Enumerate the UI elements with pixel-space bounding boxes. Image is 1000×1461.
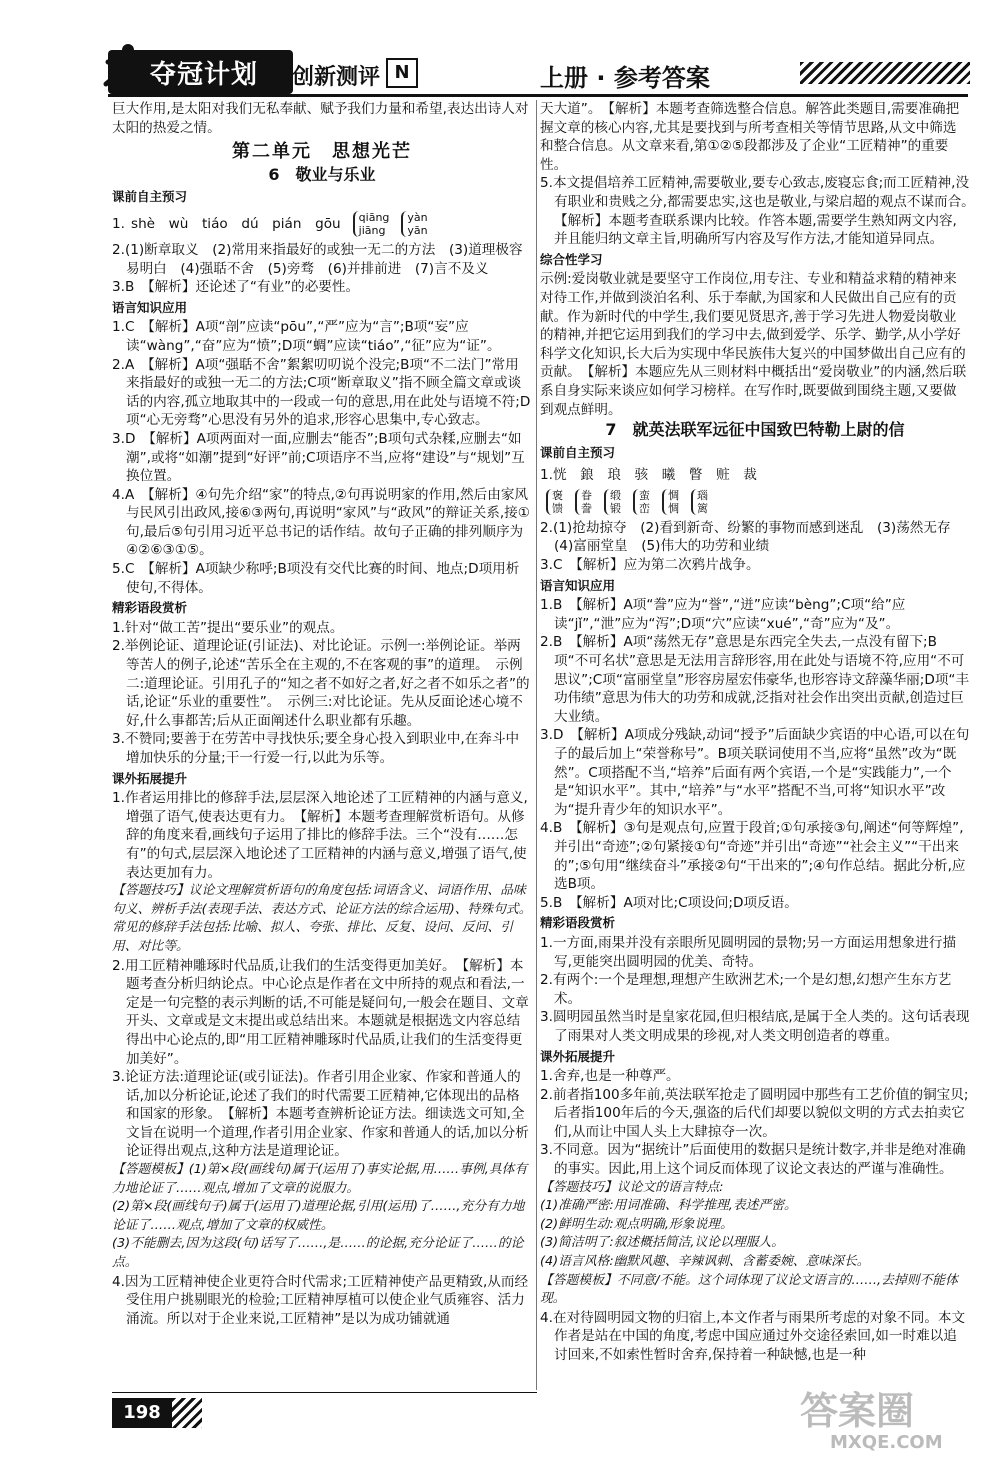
character-list: 1.恍 鋃 琅 骇 曦 瞥 赃 裁	[540, 467, 757, 484]
answer-item: 3.圆明园虽然当时是皇家花园,但归根结底,是属于全人类的。这句话表现了雨果对人类文明成果的珍视,对人类文明创造者的尊重。	[540, 1009, 970, 1044]
answer-item: 4.A 【解析】④句先介绍“家”的特点,②句再说明家的作用,然后由家风与民风引出政风,接⑥③两句,再说明“家风”与“政风”的辩证关系,接①句,最后⑤句引用习近平总书记的话作结。故句子正确的排列顺序为④②⑥③①⑤。	[112, 486, 530, 559]
answer-item: 3.B 【解析】还论述了“有业”的必要性。	[112, 279, 360, 296]
answer-item: 4.在对待圆明园文物的归宿上,本文作者与雨果所考虑的对象不同。本文作者是站在中国的角度,考虑中国应通过外交途径索回,如一时难以追讨回来,不如索性暂时舍弃,保持着一种缺憾,也是一种	[540, 1309, 966, 1363]
char-item: 惆	[668, 488, 679, 502]
pinyin-item: jiāng	[358, 223, 386, 237]
char-brace	[604, 489, 621, 515]
answer-item: 1.C 【解析】A项“剖”应读“pōu”,“严”应为“言”;B项“妄”应读“wàng”,“奋”应为“愤”;D项“蜩”应读“tiáo”,“征”应为“证”。	[112, 319, 501, 354]
unit-heading: 第二单元 思想光芒	[232, 141, 412, 163]
answer-item: 示例:爱岗敬业就是要坚守工作岗位,用专注、专业和精益求精的精神来对待工作,并做到淡泊名利、乐于奉献,为国家和人民做出自己应有的贡献。作为新时代的中学生,我们要见贤思齐,善于学习先进人物爱岗敬业的精神,并把它运用到我们的学习中去,做到爱学、乐学、勤学,从小学好科学文化知识,长大后为实现中华民族伟大复兴的中国梦做出自己应有的贡献。 【解析】本题应先从三则材料中概括出“爱岗敬业”的内涵,然后联系自身实际来谈应如何学习榜样。在写作时,既要做到围绕主题,又要做到观点鲜明。	[540, 271, 967, 418]
char-item: 锻	[610, 501, 621, 515]
question-number: 1.	[112, 215, 125, 232]
answer-item: 1.针对“做工苦”提出“要乐业”的观点。	[112, 619, 344, 636]
pinyin-item: yān	[407, 223, 428, 237]
char-item: 褒	[552, 488, 563, 502]
char-brace	[691, 489, 708, 515]
answer-item: 5.C 【解析】A项缺少称呼;B项没有交代比赛的时间、地点;D项用析使句,不得体。	[112, 561, 520, 596]
header-rule	[108, 94, 968, 97]
char-item: 瑙	[697, 488, 708, 502]
character-braces	[540, 489, 970, 515]
lesson-heading: 7 就英法联军远征中国致巴特勒上尉的信	[605, 420, 905, 440]
answer-template: 【答题模板】(1)第×段(画线句)属于(运用了)事实论据,用……事例,具体有力地论证了……观点,增加了文章的说服力。	[112, 1162, 528, 1196]
watermark-url: MXQE.COM	[830, 1432, 943, 1453]
answer-item: 3.论证方法:道理论证(或引证法)。作者引用企业家、作家和普通人的话,加以分析论证,论述了我们的时代需要工匠精神,它体现出的品格和国家的形象。 【解析】本题考查辨析论证方法。细读选文可知,全文旨在说明一个道理,作者引用企业家、作家和普通人的话,加以分析论证得出观点,这种方法是道理论证。	[112, 1069, 529, 1160]
column-divider	[536, 100, 537, 1390]
char-item: 篱	[697, 501, 708, 515]
char-item: 峦	[639, 501, 650, 515]
page-number: 198	[112, 1398, 172, 1428]
answer-continuation: 天大道”。 【解析】本题考查筛选整合信息。解答此类题目,需要准确把握文章的核心内容,尤其是要找到与所考查相关等情节思路,从文中筛选和整合信息。从文章来看,第①②⑤段都涉及了企业“工匠精神”的重要性。	[540, 101, 960, 173]
answer-item: 5.B 【解析】A项对比;C项设问;D项反语。	[540, 894, 798, 911]
answer-template: (3)不能删去,因为这段(句)话写了……,是……的论据,充分论证了……的论点。	[112, 1236, 524, 1271]
answer-item: 3.不同意。因为“据统计”后面使用的数据只是统计数字,并非是绝对准确的事实。因此,用上这个词反而体现了议论文表达的严谨与准确性。	[540, 1142, 966, 1178]
answer-tip: (3)简洁明了:叙述概括简洁,议论以理服人。	[540, 1235, 785, 1251]
pinyin-list: shè wù tiáo dú pián gōu	[130, 215, 341, 232]
answer-item: 1.一方面,雨果并没有亲眼所见圆明园的景物;另一方面运用想象进行描写,更能突出圆明园的优美、奇特。	[540, 934, 957, 970]
char-brace	[546, 489, 563, 515]
footer-rule	[112, 1392, 537, 1393]
answer-item: 3.D 【解析】A项两面对一面,应删去“能否”;B项句式杂糅,应删去“如潮”,或将“如潮”提到“好评”前;C项语序不当,应将“建设”与“规划”互换位置。	[112, 430, 525, 485]
char-item: 誊	[581, 501, 592, 515]
char-item: 缎	[610, 488, 621, 502]
answer-tip: 【答题技巧】议论文的语言特点:	[540, 1179, 724, 1195]
pinyin-brace	[401, 211, 427, 237]
answer-item: 5.本文提倡培养工匠精神,需要敬业,要专心致志,废寝忘食;而工匠精神,没有职业和贵贱之分,都需要忠实,这也是敬业,与梁启超的观点不谋而合。 【解析】本题考查联系课内比较。作答本题,需要学生熟知两文内容,并且能归纳文章主旨,明确所写内容及写作方法,才能知道异同点。	[540, 175, 982, 248]
answer-item: 1.舍弃,也是一种尊严。	[540, 1068, 680, 1085]
answer-template: (2)第×段(画线句子)属于(运用了)道理论据,引用(运用)了……,充分有力地论证了……观点,增加了文章的权威性。	[112, 1199, 525, 1233]
lesson-heading: 6 敬业与乐业	[268, 164, 376, 184]
answer-item: 2.举例论证、道理论证(引证法)、对比论证。示例一:举例论证。举两等苦人的例子,论述“苦乐全在主观的,不在客观的事”的道理。 示例二:道理论证。引用孔子的“知之者不如好之者,好之者不如乐之者”的话,论证“乐业的重要性”。 示例三:对比论证。先从反面论述心境不好,什么事都苦;后从正面阐述什么职业都有乐趣。	[112, 638, 530, 729]
answer-template: 【答题模板】不同意/不能。这个词体现了议论文语言的……,去掉则不能体现。	[540, 1272, 958, 1307]
answer-item: 2.有两个:一个是理想,理想产生欧洲艺术;一个是幻想,幻想产生东方艺术。	[540, 972, 952, 1007]
char-item: 馈	[552, 501, 563, 515]
page-header	[0, 0, 1000, 100]
section-heading: 课前自主预习	[112, 189, 188, 205]
answer-item: 2.(1)断章取义 (2)常用来指最好的或独一无二的方法 (3)道理极容易明白 (4)强聒不舍 (5)旁骛 (6)并排前进 (7)言不及义	[112, 241, 523, 277]
pinyin-item: yàn	[407, 210, 428, 224]
answer-item: 3.D 【解析】A项成分残缺,动词“授予”后面缺少宾语的中心语,可以在句子的最后加上“荣誉称号”。B项关联词使用不当,应将“虽然”改为“既然”。C项搭配不当,“培养”后面有两个宾语,一个是“实践能力”,一个是“知识水平”。其中,“培养”与“水平”搭配不当,可将“知识水平”改为“提升青少年的知识水平”。	[540, 727, 970, 818]
char-item: 蛮	[639, 488, 650, 502]
section-heading: 课前自主预习	[540, 444, 616, 460]
char-brace	[662, 489, 679, 515]
char-item: 眷	[581, 488, 592, 502]
answer-item: 2.用工匠精神雕琢时代品质,让我们的生活变得更加美好。 【解析】本题考查分析归纳论点。中心论点是作者在文中所持的观点和看法,一定是一句完整的表示判断的话,不可能是疑问句,一般会在题目、文章开头、文章或是文末提出或总结出来。本题就是根据选文内容总结得出中心论点的,即“用工匠精神雕琢时代品质,让我们的生活变得更加美好”。	[112, 957, 529, 1067]
char-brace	[633, 489, 650, 515]
page-number-decoration	[172, 1398, 202, 1428]
answer-tip: 【答题技巧】议论文理解赏析语句的角度包括:词语含义、词语作用、品味句义、辨析手法(表现手法、表达方式、论证方法的综合运用)、特殊句式。常见的修辞手法包括:比喻、拟人、夸张、排比、反复、设问、反问、引用、对比等。	[112, 883, 532, 954]
pinyin-item: qiāng	[358, 210, 390, 224]
answer-item: 3.不赞同;要善于在劳苦中寻找快乐;要全身心投入到职业中,在奔斗中增加快乐的分量;干一行爱一行,以此为乐等。	[112, 731, 520, 766]
answer-item: 4.因为工匠精神使企业更符合时代需求;工匠精神使产品更精致,从而经受住用户挑剔眼光的检验;工匠精神厚植可以使企业气质雍容、活力涌流。所以对于企业来说,工匠精神”是以为成功铺就通	[112, 1273, 529, 1327]
brand-title: 夺冠计划	[150, 60, 259, 90]
edition-badge: N	[386, 58, 418, 88]
left-column	[112, 100, 532, 1328]
answer-item: 2.(1)抢劫掠夺 (2)看到新奇、纷繁的事物而感到迷乱 (3)荡然无存 (4)富丽堂皇 (5)伟大的功劳和业绩	[540, 519, 965, 555]
character-answer	[540, 466, 970, 485]
section-heading: 课外拓展提升	[112, 770, 188, 786]
answer-item: 1.作者运用排比的修辞手法,层层深入地论述了工匠精神的内涵与意义,增强了语气,使表达更有力。 【解析】本题考查理解赏析语句。从修辞的角度来看,画线句子运用了排比的修辞手法。三个“没有……怎有”的句式,层层深入地论述了工匠精神的内涵与意义,增强了语气,使表达更加有力。	[112, 790, 528, 881]
answer-tip: (4)语言风格:幽默风趣、辛辣讽刺、含蓄委婉、意味深长。	[540, 1254, 870, 1270]
answer-tip: (2)鲜明生动:观点明确,形象说理。	[540, 1216, 733, 1232]
answer-item: 4.B 【解析】③句是观点句,应置于段首;①句承接③句,阐述“何等辉煌”,并引出“奇迹”;②句紧接①句“奇迹”并引出“奇迹”“社会主义”“干出来的”;⑤句用“继续奋斗”承接②句“干出来的”;④句作总结。据此分析,应选B项。	[540, 820, 966, 893]
section-title: 上册 · 参考答案	[540, 64, 710, 92]
brand-subtitle: 创新测评	[292, 65, 381, 90]
section-heading: 课外拓展提升	[540, 1048, 616, 1064]
right-column	[540, 100, 982, 1365]
char-brace	[575, 489, 592, 515]
answer-tip: (1)准确严密:用词准确、科学推理,表述严密。	[540, 1198, 797, 1214]
answer-item: 1.B 【解析】A项“誊”应为“誉”,“迸”应读“bèng”;C项“给”应读“jǐ”,“泄”应为“泻”;D项“穴”应读“xué”,“奇”应为“及”。	[540, 597, 906, 632]
header-hatch-decoration	[800, 62, 970, 84]
char-item: 惆	[668, 501, 679, 515]
section-heading: 精彩语段赏析	[112, 600, 188, 616]
answer-item: 2.B 【解析】A项“荡然无存”意思是东西完全失去,一点没有留下;B项“不可名状”意思是无法用言辞形容,用在此处与语境不符,应用“不可思议”;C项“富丽堂皇”形容房屋宏伟豪华,也形容诗文辞藻华丽;D项“丰功伟绩”意思为伟大的功劳和成就,泛指对社会作出突出贡献,创造过巨大业绩。	[540, 634, 970, 725]
section-heading: 综合性学习	[540, 251, 603, 267]
answer-item: 2.A 【解析】A项“强聒不舍”絮絮叨叨说个没完;B项“不二法门”常用来指最好的或独一无二的方法;C项“断章取义”指不顾全篇文章或谈话的内容,孤立地取其中的一段或一句的意思,用在此处与语境不符;D项“心无旁骛”心思没有另外的追求,形容心思集中,专心致志。	[112, 356, 531, 429]
section-heading: 语言知识应用	[112, 299, 188, 315]
answer-item: 2.前者指100多年前,英法联军抢走了圆明园中那些有工艺价值的铜宝贝;后者指100年后的今天,强盗的后代们却要以貌似文明的方式去拍卖它们,从而让中国人头上大肆掠夺一次。	[540, 1086, 969, 1140]
pinyin-answer	[112, 211, 532, 237]
section-heading: 语言知识应用	[540, 577, 616, 593]
pinyin-brace	[353, 211, 390, 237]
answer-item: 3.C 【解析】应为第二次鸦片战争。	[540, 557, 760, 574]
watermark-logo: 答案圈	[800, 1389, 915, 1433]
intro-text: 巨大作用,是太阳对我们无私奉献、赋予我们力量和希望,表达出诗人对太阳的热爱之情。	[112, 101, 529, 136]
section-heading: 精彩语段赏析	[540, 915, 616, 931]
